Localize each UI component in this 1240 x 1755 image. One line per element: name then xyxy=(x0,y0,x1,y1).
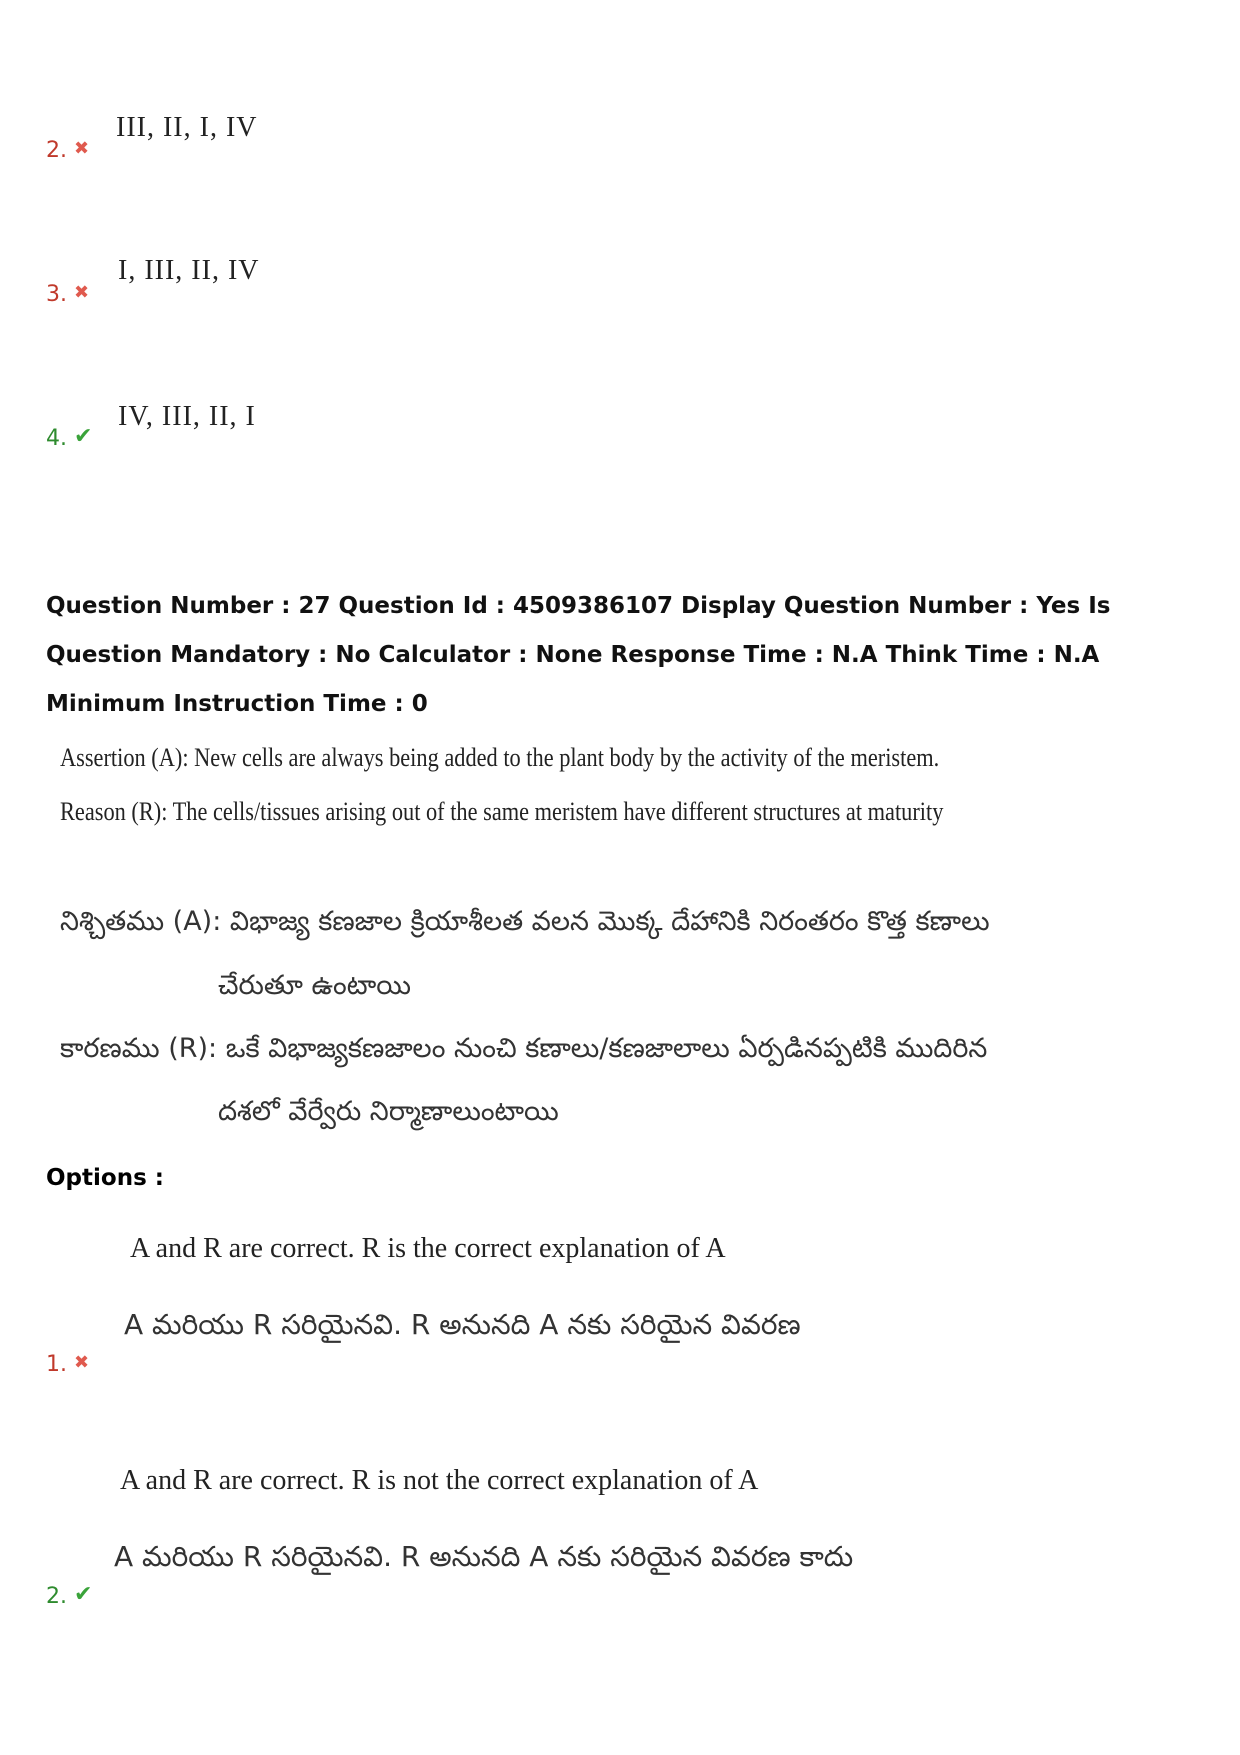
option-number: 2. xyxy=(46,1584,67,1609)
option-text: IV, III, II, I xyxy=(118,401,256,432)
option-number: 4. xyxy=(46,426,67,451)
option-2 xyxy=(46,1584,92,1609)
option-number: 1. xyxy=(46,1352,67,1377)
assertion-english: Assertion (A): New cells are always being added to the plant body by the activity of the meristem. xyxy=(60,743,940,772)
option-1-english: A and R are correct. R is the correct explanation of A xyxy=(130,1233,726,1264)
reason-telugu-line-2: దశలో వేర్వేరు నిర్మాణాలుంటాయి xyxy=(218,1096,559,1127)
option-2-telugu: A మరియు R సరియైనవి. R అనునది A నకు సరియైన వివరణ కాదు xyxy=(114,1540,854,1573)
assertion-telugu-line-1: నిశ్చితము (A): విభాజ్య కణజాల క్రియాశీలత వలన మొక్క దేహానికి నిరంతరం కొత్త కణాలు xyxy=(60,906,990,937)
cross-icon: ✖ xyxy=(74,1352,90,1373)
prev-option-2 xyxy=(46,138,89,163)
check-icon: ✔ xyxy=(74,424,93,449)
option-number: 2. xyxy=(46,138,67,163)
prev-option-3 xyxy=(46,282,89,307)
option-1 xyxy=(46,1352,89,1377)
reason-english: Reason (R): The cells/tissues arising out of the same meristem have different structures at maturity xyxy=(60,797,944,826)
reason-telugu-line-1: కారణము (R): ఒకే విభాజ్యకణజాలం నుంచి కణాలు/కణజాలాలు ఏర్పడినప్పటికి ముదిరిన xyxy=(60,1033,988,1064)
option-text: I, III, II, IV xyxy=(118,255,260,286)
prev-option-4 xyxy=(46,426,92,451)
option-text: III, II, I, IV xyxy=(116,112,258,143)
assertion-telugu-line-2: చేరుతూ ఉంటాయి xyxy=(218,970,411,1001)
options-label: Options : xyxy=(46,1165,164,1191)
option-2-english: A and R are correct. R is not the correct explanation of A xyxy=(120,1465,759,1496)
cross-icon: ✖ xyxy=(74,138,90,159)
check-icon: ✔ xyxy=(74,1582,93,1607)
option-1-telugu: A మరియు R సరియైనవి. R అనునది A నకు సరియైన వివరణ xyxy=(124,1308,801,1341)
option-number: 3. xyxy=(46,282,67,307)
question-meta: Question Number : 27 Question Id : 4509386107 Display Question Number : Yes Is Question Mandatory : No Calculator : None Response Time : N.A Think Time : N.A Minimum Instruction Time : 0 xyxy=(46,593,1111,717)
cross-icon: ✖ xyxy=(74,282,90,303)
